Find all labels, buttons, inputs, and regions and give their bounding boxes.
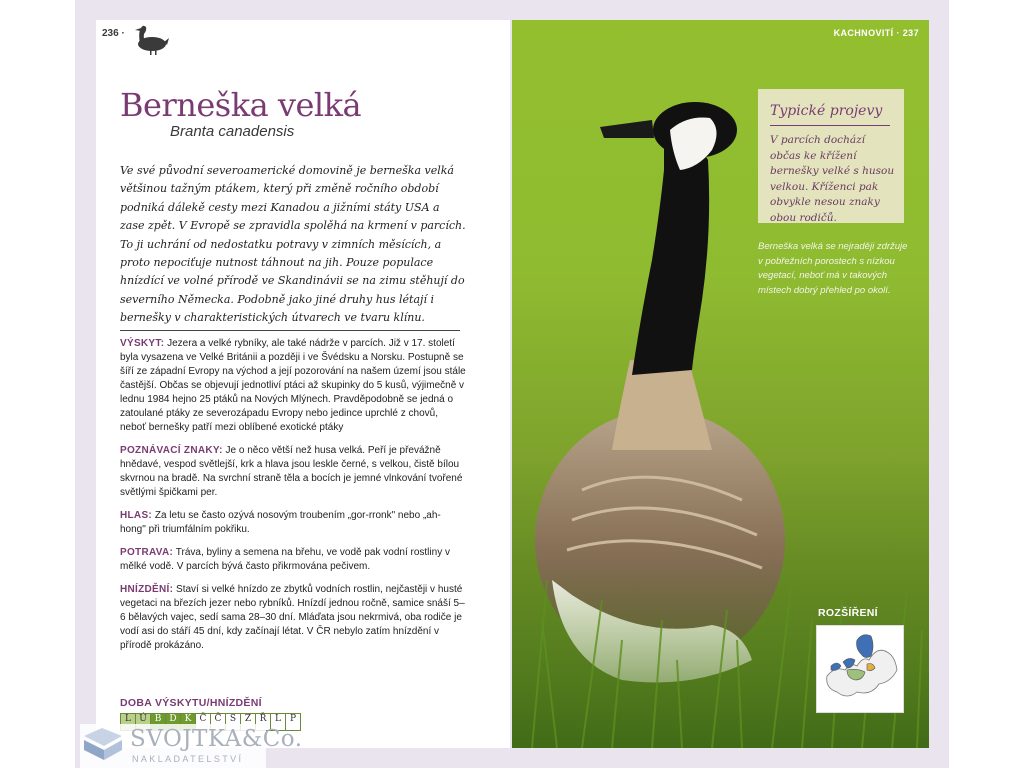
section-text: Staví si velké hnízdo ze zbytků vodních rostlin, nejčastěji v husté vegetaci na březích jezer nebo rybníků. Hnízdí jednou ročně, samice snáší 5–6 bělavých vajec, sedí sama 28–30 dní. Mláďata jsou nekrmivá, oba rodiče je vodí asi do stáří 45 dní, kdy začínají létat. V ČR nebylo zatím hnízdění v přírodě prokázáno.: [120, 584, 465, 651]
duck-icon: [130, 22, 170, 56]
section-potrava: [120, 546, 466, 574]
section-text: Jezera a velké rybníky, ale také nádrže v parcích. Již v 17. století byla vysazena ve Velké Británii a později i ve Švédsku a Norsku. Postupně se šíří ze západní Evropy na východ a její pozorování na našem území jsou stále častější. Občas se objevují jednotliví ptáci až skupinky do 5 kusů, výjimečně v lednu 1984 hejno 25 ptáků na Nových Mlýnech. Pravděpodobně se jedná o zatoulané ptáky ze severozápadu Evropy nebo jedince uprchlé z chovů, neboť bernešky patří mezi oblíbené exotické ptáky: [120, 338, 466, 433]
book-logo-icon: [82, 726, 126, 762]
section-label: POZNÁVACÍ ZNAKY:: [120, 445, 223, 456]
section-vyskyt: [120, 337, 466, 435]
month-cell: P: [286, 714, 300, 730]
month-cell: Ř: [256, 714, 271, 730]
species-title: Berneška velká: [120, 86, 362, 124]
section-hnizdeni: [120, 583, 466, 653]
page-number-left: 236 ·: [102, 28, 125, 39]
section-label: HNÍZDĚNÍ:: [120, 584, 174, 595]
section-hlas: [120, 509, 466, 537]
typical-behavior-divider: [770, 125, 890, 126]
month-cell: Č: [211, 714, 226, 730]
typical-behavior-title: Typické projevy: [770, 103, 883, 119]
distribution-map: [816, 625, 904, 713]
europe-map-icon: [817, 626, 903, 712]
right-page: [512, 20, 929, 748]
section-text: Tráva, byliny a semena na břehu, ve vodě pak vodní rostliny v mělké vodě. V parcích bývá často přikrmována pečivem.: [120, 547, 450, 572]
page-number-right: KACHNOVITÍ · 237: [833, 28, 919, 38]
section-label: VÝSKYT:: [120, 338, 165, 349]
month-cell: Č: [196, 714, 211, 730]
section-label: POTRAVA:: [120, 547, 174, 558]
typical-behavior-text: V parcích dochází občas ke křížení bernešky velké s husou velkou. Kříženci pak obvykle nesou znaky obou rodičů.: [770, 134, 895, 224]
photo-caption: Berneška velká se nejraději zdržuje v pobřežních porostech s nízkou vegetací, neboť má v takových místech dobrý přehled po okolí.: [758, 241, 908, 296]
info-sections: [120, 337, 466, 662]
section-label: HLAS:: [120, 510, 153, 521]
month-cell: B: [151, 714, 166, 730]
latin-name: Branta canadensis: [170, 123, 295, 140]
month-cell: Ú: [136, 714, 151, 730]
typical-behavior-box: [758, 89, 904, 223]
intro-paragraph: Ve své původní severoamerické domovině je berneška velká většinou tažným ptákem, který při změně ročního období podniká dálekě cesty mezi Kanadou a jižními státy USA a zase zpět. V Evropě se zpravidla spolěhá na krmení v parcích. To ji uchrání od nedostatku potravy v zimních měsících, a proto nepociťuje nutnost táhnout na jih. Pouze populace hnízdící ve volné přírodě ve Skandinávii se na zimu stěhují do severního Německa. Podobně jako jiné druhy hus létají i bernešky v charakteristických útvarech ve tvaru klínu.: [120, 164, 466, 325]
publisher-subtitle: NAKLADATELSTVÍ: [132, 754, 244, 764]
month-cell: L: [121, 714, 136, 730]
month-cell: L: [271, 714, 286, 730]
section-divider: [120, 330, 460, 331]
distribution-label: ROZŠÍŘENÍ: [818, 607, 878, 619]
left-page: [96, 20, 510, 748]
publisher-logo: [80, 724, 303, 768]
month-cell: S: [226, 714, 241, 730]
section-text: Je o něco větší než husa velká. Peří je převážně hnědavé, vespod světlejší, krk a hlava jsou leskle černé, s velkou, čistě bílou skvrnou na bradě. Na svrchní straně těla a bocích je jemné vlnkování tvořené světlými špičkami per.: [120, 445, 463, 498]
occurrence-label: DOBA VÝSKYTU/HNÍZDĚNÍ: [120, 697, 262, 709]
publisher-name: SVOJTKA&Co.: [130, 726, 303, 752]
month-cell: Z: [241, 714, 256, 730]
month-cell: K: [181, 714, 196, 730]
section-poznavaci-znaky: [120, 444, 466, 500]
month-cell: D: [166, 714, 181, 730]
section-text: Za letu se často ozývá nosovým troubením „gor-rronk" nebo „ah-hong" při triumfálním pokřiku.: [120, 510, 441, 535]
